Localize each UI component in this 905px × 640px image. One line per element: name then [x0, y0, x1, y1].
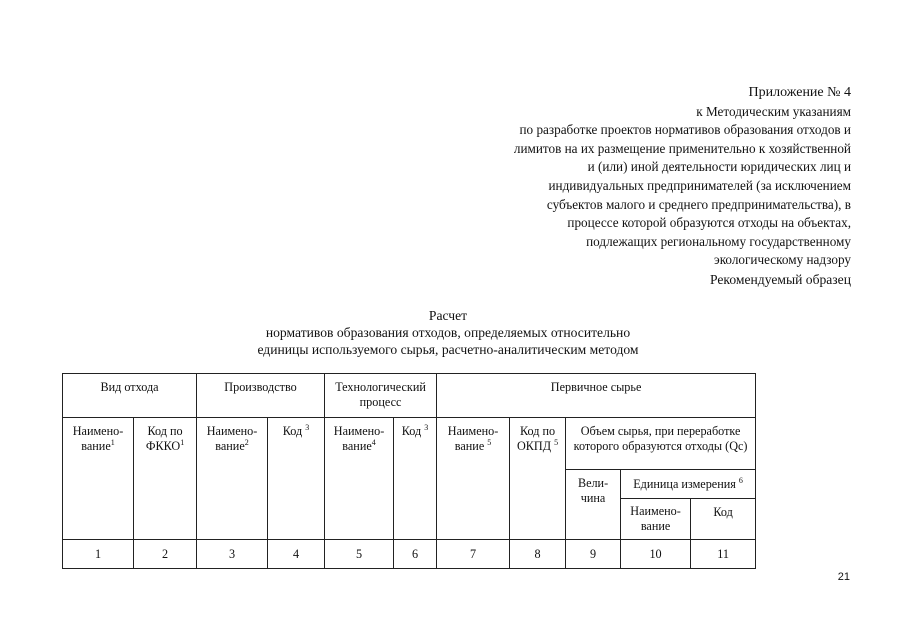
footnote-mark: 3 — [424, 422, 429, 432]
column-number: 4 — [268, 540, 325, 569]
title-line: единицы используемого сырья, расчетно-аналитическим методом — [257, 342, 639, 357]
appendix-line: и (или) иной деятельности юридических лиц и — [587, 159, 851, 175]
column-number: 8 — [510, 540, 566, 569]
header-waste-code: Код по ФККО$^1$ — [134, 418, 197, 540]
calculation-table — [62, 373, 756, 569]
column-number: 2 — [134, 540, 197, 569]
header-waste-type: Вид отхода — [63, 374, 197, 418]
appendix-heading: Приложение № 4 — [748, 85, 851, 100]
appendix-line: экологическому надзору — [714, 252, 851, 268]
column-number: 6 — [394, 540, 437, 569]
header-production: Производство — [197, 374, 325, 418]
footnote-mark: 5 — [554, 437, 559, 447]
header-unit: Единица измерения $^6$ — [621, 470, 756, 499]
title-line: Расчет — [428, 308, 468, 323]
header-raw-name: Наимено-вание $^5$ — [437, 418, 510, 540]
appendix-line: индивидуальных предпринимателей (за исключением — [548, 177, 851, 193]
page-number: 21 — [837, 571, 850, 583]
header-raw-material: Первичное сырье — [437, 374, 756, 418]
footnote-mark: 4 — [371, 437, 376, 447]
header-process-name: Наимено-вание$^4$ — [325, 418, 394, 540]
footnote-mark: 1 — [110, 437, 115, 447]
appendix-line: лимитов на их размещение применительно к хозяйственной — [513, 140, 851, 156]
column-number: 1 — [63, 540, 134, 569]
header-production-code: Код $^3$ — [268, 418, 325, 540]
column-number: 5 — [325, 540, 394, 569]
header-production-name: Наимено-вание$^2$ — [197, 418, 268, 540]
title-line: нормативов образования отходов, определяемых относительно — [265, 325, 631, 340]
header-value: Вели-чина — [566, 470, 621, 540]
recommended-sample-label: Рекомендуемый образец — [710, 272, 851, 287]
appendix-line: по разработке проектов нормативов образования отходов и — [519, 122, 851, 138]
column-number: 7 — [437, 540, 510, 569]
header-raw-code: Код по ОКПД $^5$ — [510, 418, 566, 540]
appendix-line: подлежащих региональному государственному — [586, 233, 851, 249]
footnote-mark: 2 — [244, 437, 249, 447]
appendix-line: процессе которой образуются отходы на объектах, — [567, 215, 851, 231]
footnote-mark: 1 — [180, 437, 185, 447]
header-waste-name: Наимено-вание$^1$ — [63, 418, 134, 540]
column-number: 9 — [566, 540, 621, 569]
header-volume: Объем сырья, при переработке которого образуются отходы (Qc) — [566, 418, 756, 470]
footnote-mark: 3 — [305, 422, 310, 432]
appendix-line: субъектов малого и среднего предпринимательства), в — [546, 196, 851, 212]
column-number: 11 — [691, 540, 756, 569]
header-unit-code: Код — [691, 499, 756, 540]
footnote-mark: 5 — [487, 437, 492, 447]
column-number: 3 — [197, 540, 268, 569]
document-title — [238, 307, 658, 358]
column-number: 10 — [621, 540, 691, 569]
appendix-line: к Методическим указаниям — [696, 103, 851, 119]
header-unit-name: Наимено-вание — [621, 499, 691, 540]
footnote-mark: 6 — [738, 475, 743, 485]
appendix-header — [514, 84, 851, 270]
header-tech-process: Технологический процесс — [325, 374, 437, 418]
header-process-code: Код $^3$ — [394, 418, 437, 540]
